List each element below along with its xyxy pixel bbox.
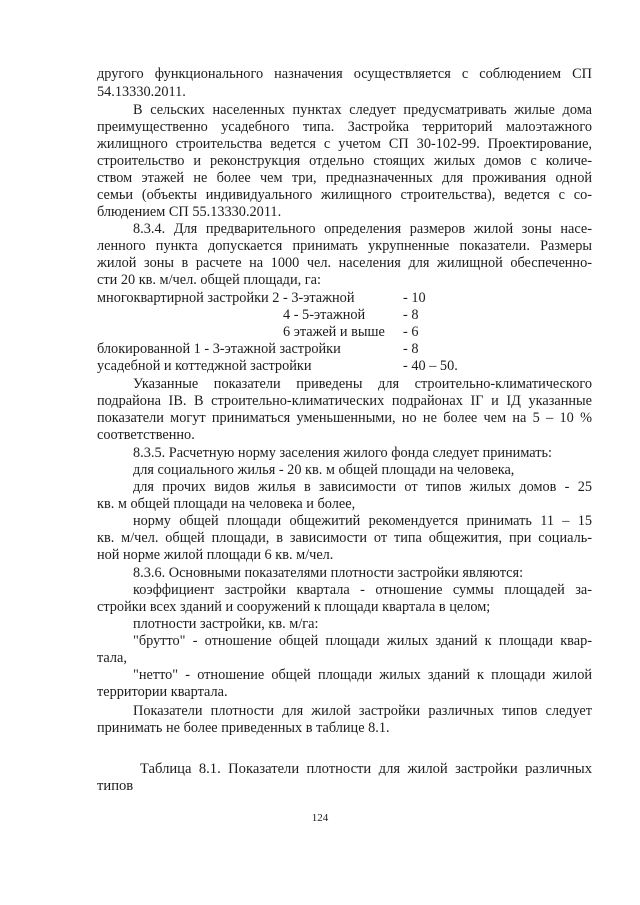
paragraph-line: подрайона IВ. В строительно-климатических подрайонах IГ и IД указанные [97, 393, 592, 409]
list-item-value: - 8 [403, 307, 419, 323]
paragraph-line: 54.13330.2011. [97, 84, 186, 100]
paragraph-line: коэффициент застройки квартала - отношение суммы площадей за- [133, 582, 592, 598]
paragraph-line: блюдением СП 55.13330.2011. [97, 204, 282, 220]
paragraph-line: Показатели плотности для жилой застройки различных типов следует [133, 703, 592, 719]
paragraph-line: ленного пункта допускается принимать укрупненные показатели. Размеры [97, 238, 592, 254]
paragraph-line: норму общей площади общежитий рекомендуется принимать 11 – 15 [133, 513, 592, 529]
list-item-label: блокированной 1 - 3-этажной застройки [97, 341, 341, 357]
paragraph-line: семьи (объекты индивидуального жилищного строительства), ведется с со- [97, 187, 592, 203]
paragraph-line: 8.3.6. Основными показателями плотности застройки являются: [133, 565, 524, 581]
list-item-label: 6 этажей и выше [283, 324, 385, 340]
paragraph-line: соответственно. [97, 427, 195, 443]
page-number: 124 [311, 812, 329, 824]
list-item-value: - 40 – 50. [403, 358, 458, 374]
paragraph-line: 8.3.4. Для предварительного определения размеров жилой зоны насе- [133, 221, 592, 237]
list-item-label: многоквартирной застройки 2 - 3-этажной [97, 290, 355, 306]
paragraph-line: строительство и реконструкция отдельно стоящих жилых домов с количе- [97, 153, 592, 169]
paragraph-line: "нетто" - отношение общей площади жилых зданий к площади жилой [133, 667, 592, 683]
paragraph-line: для социального жилья - 20 кв. м общей площади на человека, [133, 462, 515, 478]
paragraph-line: ной норме жилой площади 6 кв. м/чел. [97, 547, 334, 563]
paragraph-line: показатели могут приниматься уменьшенными, но не более чем на 5 – 10 % [97, 410, 592, 426]
table-caption: типов [97, 778, 134, 794]
paragraph-line: В сельских населенных пунктах следует предусматривать жилые дома [133, 102, 592, 118]
paragraph-line: плотности застройки, кв. м/га: [133, 616, 319, 632]
paragraph-line: сти 20 кв. м/чел. общей площади, га: [97, 272, 321, 288]
paragraph-line: тала, [97, 650, 127, 666]
paragraph-line: территории квартала. [97, 684, 228, 700]
list-item-value: - 8 [403, 341, 419, 357]
paragraph-line: Указанные показатели приведены для строительно-климатического [133, 376, 592, 392]
paragraph-line: преимущественно усадебного типа. Застройка территорий малоэтажного [97, 119, 592, 135]
list-item-value: - 6 [403, 324, 419, 340]
paragraph-line: ством этажей не более чем три, предназначенных для проживания одной [97, 170, 592, 186]
paragraph-line: 8.3.5. Расчетную норму заселения жилого фонда следует принимать: [133, 445, 552, 461]
list-item-value: - 10 [403, 290, 426, 306]
list-item-label: 4 - 5-этажной [283, 307, 366, 323]
list-item-label: усадебной и коттеджной застройки [97, 358, 312, 374]
table-caption: Таблица 8.1. Показатели плотности для жилой застройки различных [140, 761, 592, 777]
paragraph-line: стройки всех зданий и сооружений к площади квартала в целом; [97, 599, 491, 615]
paragraph-line: "брутто" - отношение общей площади жилых зданий к площади квар- [133, 633, 592, 649]
paragraph-line: для прочих видов жилья в зависимости от типов жилых домов - 25 [133, 479, 592, 495]
paragraph-line: жилой зоны в расчете на 1000 чел. населения для жилищной обеспеченно- [97, 255, 592, 271]
paragraph-line: жилищного строительства ведется с учетом СП 30-102-99. Проектирование, [97, 136, 592, 152]
paragraph-line: кв. м общей площади на человека и более, [97, 496, 356, 512]
paragraph-line: кв. м/чел. общей площади, в зависимости от типа общежития, при социаль- [97, 530, 592, 546]
paragraph-line: другого функционального назначения осуществляется с соблюдением СП [97, 66, 592, 82]
paragraph-line: принимать не более приведенных в таблице 8.1. [97, 720, 390, 736]
